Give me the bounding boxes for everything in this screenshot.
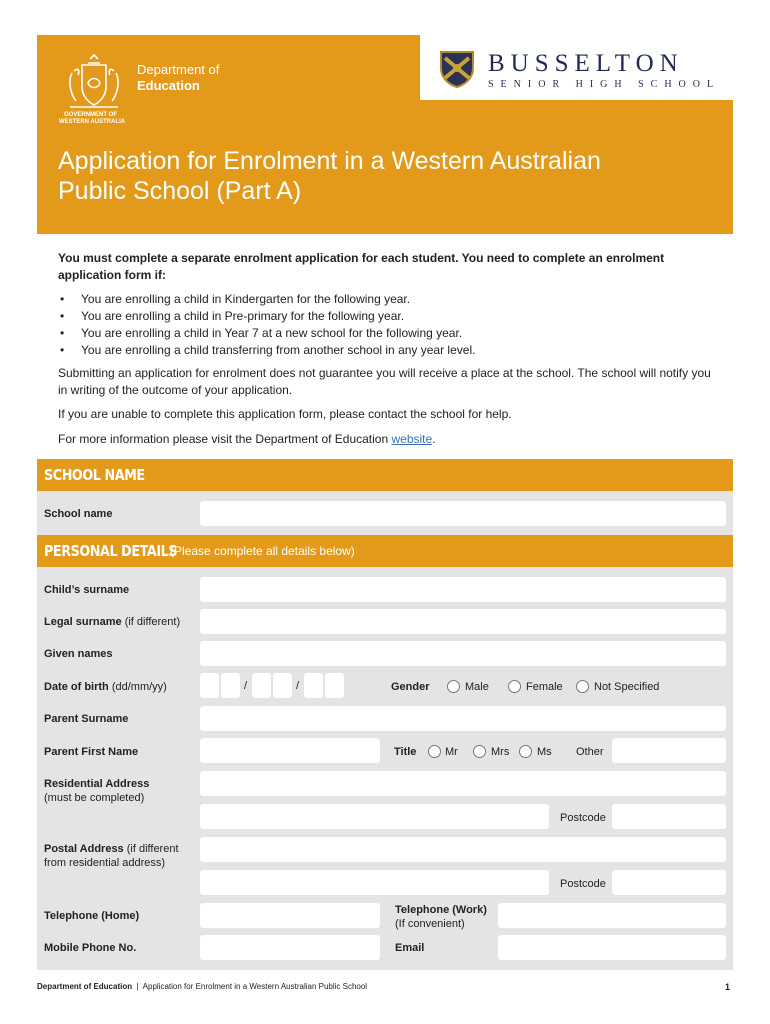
- government-label-line1: GOVERNMENT OF: [64, 112, 118, 118]
- residential-address-note: (must be completed): [44, 792, 145, 804]
- telephone-work-note: (If convenient): [395, 918, 465, 930]
- residential-address-label: Residential Address: [44, 778, 150, 790]
- school-name-heading: SCHOOL NAME: [44, 466, 145, 484]
- given-names-input[interactable]: [200, 641, 726, 666]
- residential-postcode-input[interactable]: [612, 804, 726, 829]
- gender-not-specified-label: Not Specified: [594, 681, 660, 693]
- school-name-section-header: [37, 459, 733, 491]
- more-info-end: .: [432, 432, 436, 446]
- department-name-line1: Department of: [137, 62, 220, 77]
- dob-separator-2: /: [296, 680, 300, 692]
- more-info-text: For more information please visit the Department of Education: [58, 432, 392, 446]
- parent-surname-label: Parent Surname: [44, 713, 129, 725]
- given-names-label: Given names: [44, 648, 113, 660]
- email-input[interactable]: [498, 935, 726, 960]
- help-paragraph: If you are unable to complete this application form, please contact the school for help.: [58, 407, 512, 421]
- parent-first-name-input[interactable]: [200, 738, 380, 763]
- school-subtitle-logo: SENIOR HIGH SCHOOL: [488, 79, 721, 90]
- postal-address-note2: from residential address): [44, 857, 166, 869]
- telephone-work-input[interactable]: [498, 903, 726, 928]
- postal-address-text: Postal Address: [44, 843, 124, 855]
- legal-surname-label: [44, 616, 180, 628]
- intro-instruction: You must complete a separate enrolment application for each student. You need to complete an enrolment application form if:: [58, 251, 665, 282]
- mobile-phone-label: Mobile Phone No.: [44, 942, 137, 954]
- legal-surname-note: (if different): [124, 616, 181, 628]
- title-other-input[interactable]: [612, 738, 726, 763]
- postal-postcode-label: Postcode: [560, 878, 606, 890]
- telephone-home-input[interactable]: [200, 903, 380, 928]
- title-mr-label: Mr: [445, 746, 458, 758]
- gender-not-specified-radio[interactable]: [576, 680, 589, 693]
- list-item: • You are enrolling a child in Kindergarten for the following year.: [58, 291, 718, 308]
- childs-surname-input[interactable]: [200, 577, 726, 602]
- telephone-home-label: Telephone (Home): [44, 910, 140, 922]
- footer-separator: |: [136, 982, 139, 991]
- dob-separator-1: /: [244, 680, 248, 692]
- government-label-line2: WESTERN AUSTRALIA: [59, 119, 126, 125]
- gender-female-radio[interactable]: [508, 680, 521, 693]
- postal-address-note1: (if different: [126, 843, 179, 855]
- mobile-phone-input[interactable]: [200, 935, 380, 960]
- list-item: • You are enrolling a child transferring from another school in any year level.: [58, 342, 718, 359]
- school-name-label: School name: [44, 508, 113, 520]
- legal-surname-input[interactable]: [200, 609, 726, 634]
- personal-details-note: (Please complete all details below): [170, 544, 355, 558]
- school-name-input[interactable]: [200, 501, 726, 526]
- dob-month-digit-1[interactable]: [252, 673, 271, 698]
- email-label: Email: [395, 942, 425, 954]
- postal-postcode-input[interactable]: [612, 870, 726, 895]
- list-item: • You are enrolling a child in Pre-primary for the following year.: [58, 308, 718, 325]
- parent-first-name-label: Parent First Name: [44, 746, 139, 758]
- dob-note: (dd/mm/yy): [111, 681, 167, 693]
- title-ms-label: Ms: [537, 746, 552, 758]
- list-item: • You are enrolling a child in Year 7 at a new school for the following year.: [58, 325, 718, 342]
- gender-female-label: Female: [526, 681, 563, 693]
- page-title: Application for Enrolment in a Western Australian Public School (Part A): [58, 147, 601, 205]
- footer-dept: Department of Education: [37, 982, 133, 991]
- childs-surname-label: Child’s surname: [44, 584, 130, 596]
- personal-details-heading: PERSONAL DETAILS: [44, 542, 178, 560]
- residential-postcode-label: Postcode: [560, 812, 606, 824]
- title-ms-radio[interactable]: [519, 745, 532, 758]
- school-crest-icon: [437, 48, 477, 88]
- postal-address-input-line1[interactable]: [200, 837, 726, 862]
- department-name-line2: Education: [137, 78, 200, 93]
- website-link[interactable]: website: [391, 432, 433, 446]
- footer-doc-title: Application for Enrolment in a Western Australian Public School: [142, 982, 368, 991]
- criteria-list: [58, 291, 718, 359]
- page-number: 1: [725, 982, 731, 992]
- dob-day-digit-2[interactable]: [221, 673, 240, 698]
- wa-government-crest-icon: [60, 53, 128, 113]
- title-label: Title: [394, 746, 417, 758]
- guarantee-paragraph: Submitting an application for enrolment does not guarantee you will receive a place at the school. The school will notify you in writing of the outcome of your application.: [58, 366, 711, 397]
- gender-label: Gender: [391, 681, 430, 693]
- gender-male-label: Male: [465, 681, 489, 693]
- legal-surname-text: Legal surname: [44, 616, 122, 628]
- parent-surname-input[interactable]: [200, 706, 726, 731]
- postal-address-label: [44, 843, 179, 855]
- title-other-label: Other: [576, 746, 604, 758]
- title-mrs-label: Mrs: [491, 746, 510, 758]
- school-name-logo: BUSSELTON: [488, 50, 684, 77]
- dob-label: [44, 681, 167, 693]
- footer: [37, 982, 367, 991]
- residential-address-input-line2[interactable]: [200, 804, 549, 829]
- more-info-paragraph: [58, 431, 718, 448]
- postal-address-input-line2[interactable]: [200, 870, 549, 895]
- dob-month-digit-2[interactable]: [273, 673, 292, 698]
- gender-male-radio[interactable]: [447, 680, 460, 693]
- personal-details-section-header: [37, 535, 733, 567]
- dob-year-digit-1[interactable]: [304, 673, 323, 698]
- telephone-work-label: Telephone (Work): [395, 904, 487, 916]
- dob-year-digit-2[interactable]: [325, 673, 344, 698]
- title-mrs-radio[interactable]: [473, 745, 486, 758]
- residential-address-input-line1[interactable]: [200, 771, 726, 796]
- dob-text: Date of birth: [44, 681, 109, 693]
- dob-day-digit-1[interactable]: [200, 673, 219, 698]
- title-mr-radio[interactable]: [428, 745, 441, 758]
